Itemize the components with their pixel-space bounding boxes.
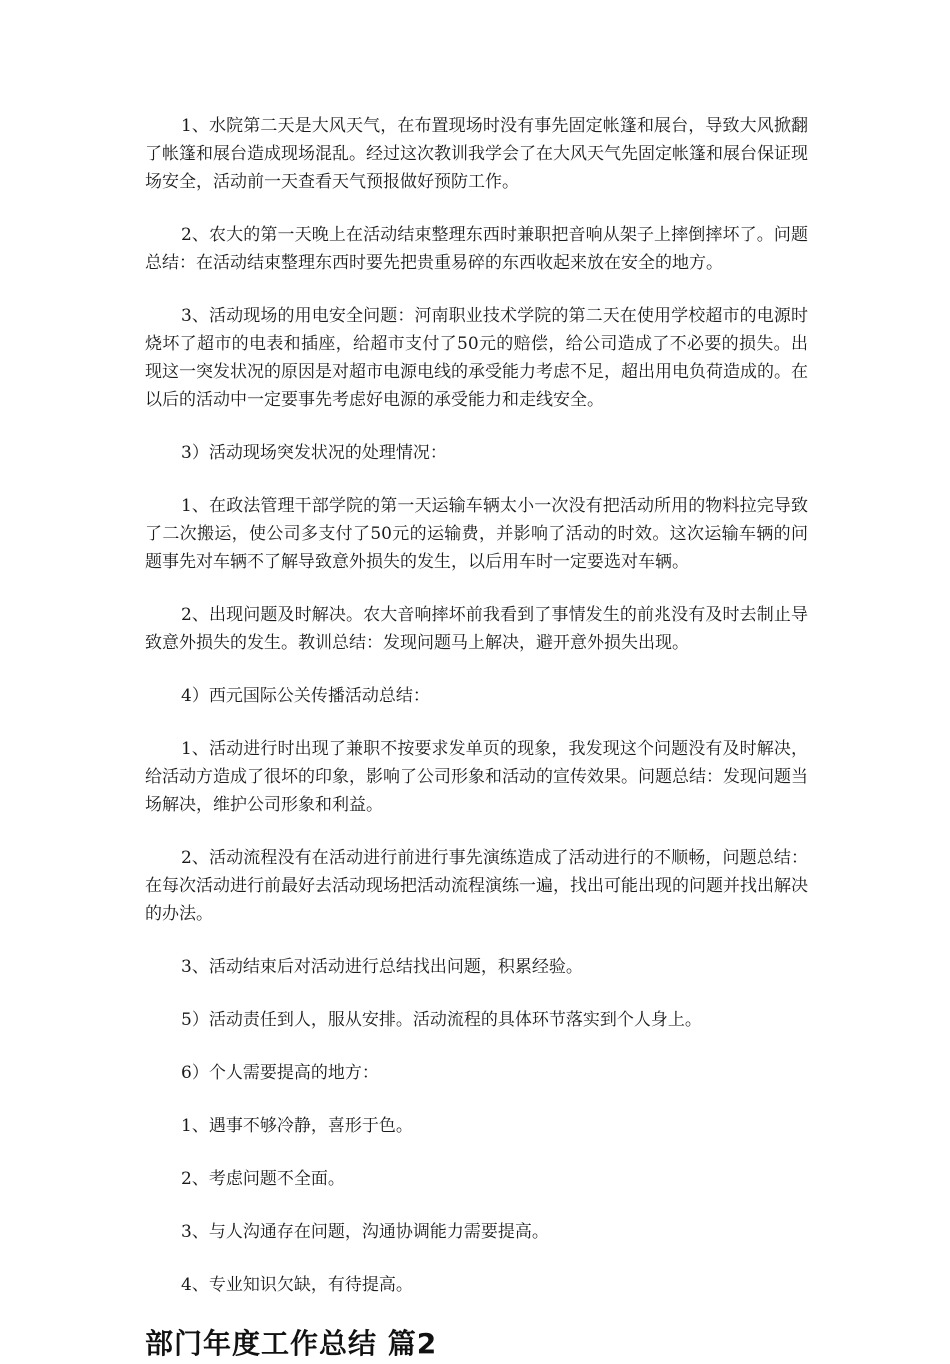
paragraph: 4）西元国际公关传播活动总结： (181, 686, 430, 706)
section-heading: 部门年度工作总结 篇2 (145, 1327, 438, 1360)
paragraph: 1、在政法管理干部学院的第一天运输车辆太小一次没有把活动所用的物料拉完导致了二次搬运，使公司多支付了50元的运输费，并影响了活动的时效。这次运输车辆的问题事先对车辆不了解导致意外损失的发生，以后用车时一定要选对车辆。 (145, 496, 808, 572)
paragraph: 3、活动结束后对活动进行总结找出问题，积累经验。 (181, 957, 583, 977)
paragraph: 2、考虑问题不全面。 (181, 1169, 345, 1189)
paragraph: 6）个人需要提高的地方： (181, 1063, 379, 1083)
paragraph: 3、活动现场的用电安全问题：河南职业技术学院的第二天在使用学校超市的电源时烧坏了超市的电表和插座，给超市支付了50元的赔偿，给公司造成了不必要的损失。出现这一突发状况的原因是对超市电源电线的承受能力考虑不足，超出用电负荷造成的。在以后的活动中一定要事先考虑好电源的承受能力和走线安全。 (145, 306, 808, 410)
paragraph: 4、专业知识欠缺，有待提高。 (181, 1275, 413, 1295)
paragraph: 3、与人沟通存在问题，沟通协调能力需要提高。 (181, 1222, 549, 1242)
paragraph: 1、活动进行时出现了兼职不按要求发单页的现象，我发现这个问题没有及时解决，给活动方造成了很坏的印象，影响了公司形象和活动的宣传效果。问题总结：发现问题当场解决，维护公司形象和利益。 (145, 739, 808, 815)
paragraph: 5）活动责任到人，服从安排。活动流程的具体环节落实到个人身上。 (181, 1010, 702, 1030)
document-body (145, 112, 808, 1364)
paragraph: 1、水院第二天是大风天气，在布置现场时没有事先固定帐篷和展台，导致大风掀翻了帐篷和展台造成现场混乱。经过这次教训我学会了在大风天气先固定帐篷和展台保证现场安全，活动前一天查看天气预报做好预防工作。 (145, 116, 808, 192)
paragraph: 2、活动流程没有在活动进行前进行事先演练造成了活动进行的不顺畅，问题总结：在每次活动进行前最好去活动现场把活动流程演练一遍，找出可能出现的问题并找出解决的办法。 (145, 848, 808, 924)
paragraph: 1、遇事不够冷静，喜形于色。 (181, 1116, 413, 1136)
paragraph: 3）活动现场突发状况的处理情况： (181, 443, 447, 463)
paragraph: 2、出现问题及时解决。农大音响摔坏前我看到了事情发生的前兆没有及时去制止导致意外损失的发生。教训总结：发现问题马上解决，避开意外损失出现。 (145, 605, 808, 653)
paragraph: 2、农大的第一天晚上在活动结束整理东西时兼职把音响从架子上摔倒摔坏了。问题总结：在活动结束整理东西时要先把贵重易碎的东西收起来放在安全的地方。 (145, 225, 808, 273)
